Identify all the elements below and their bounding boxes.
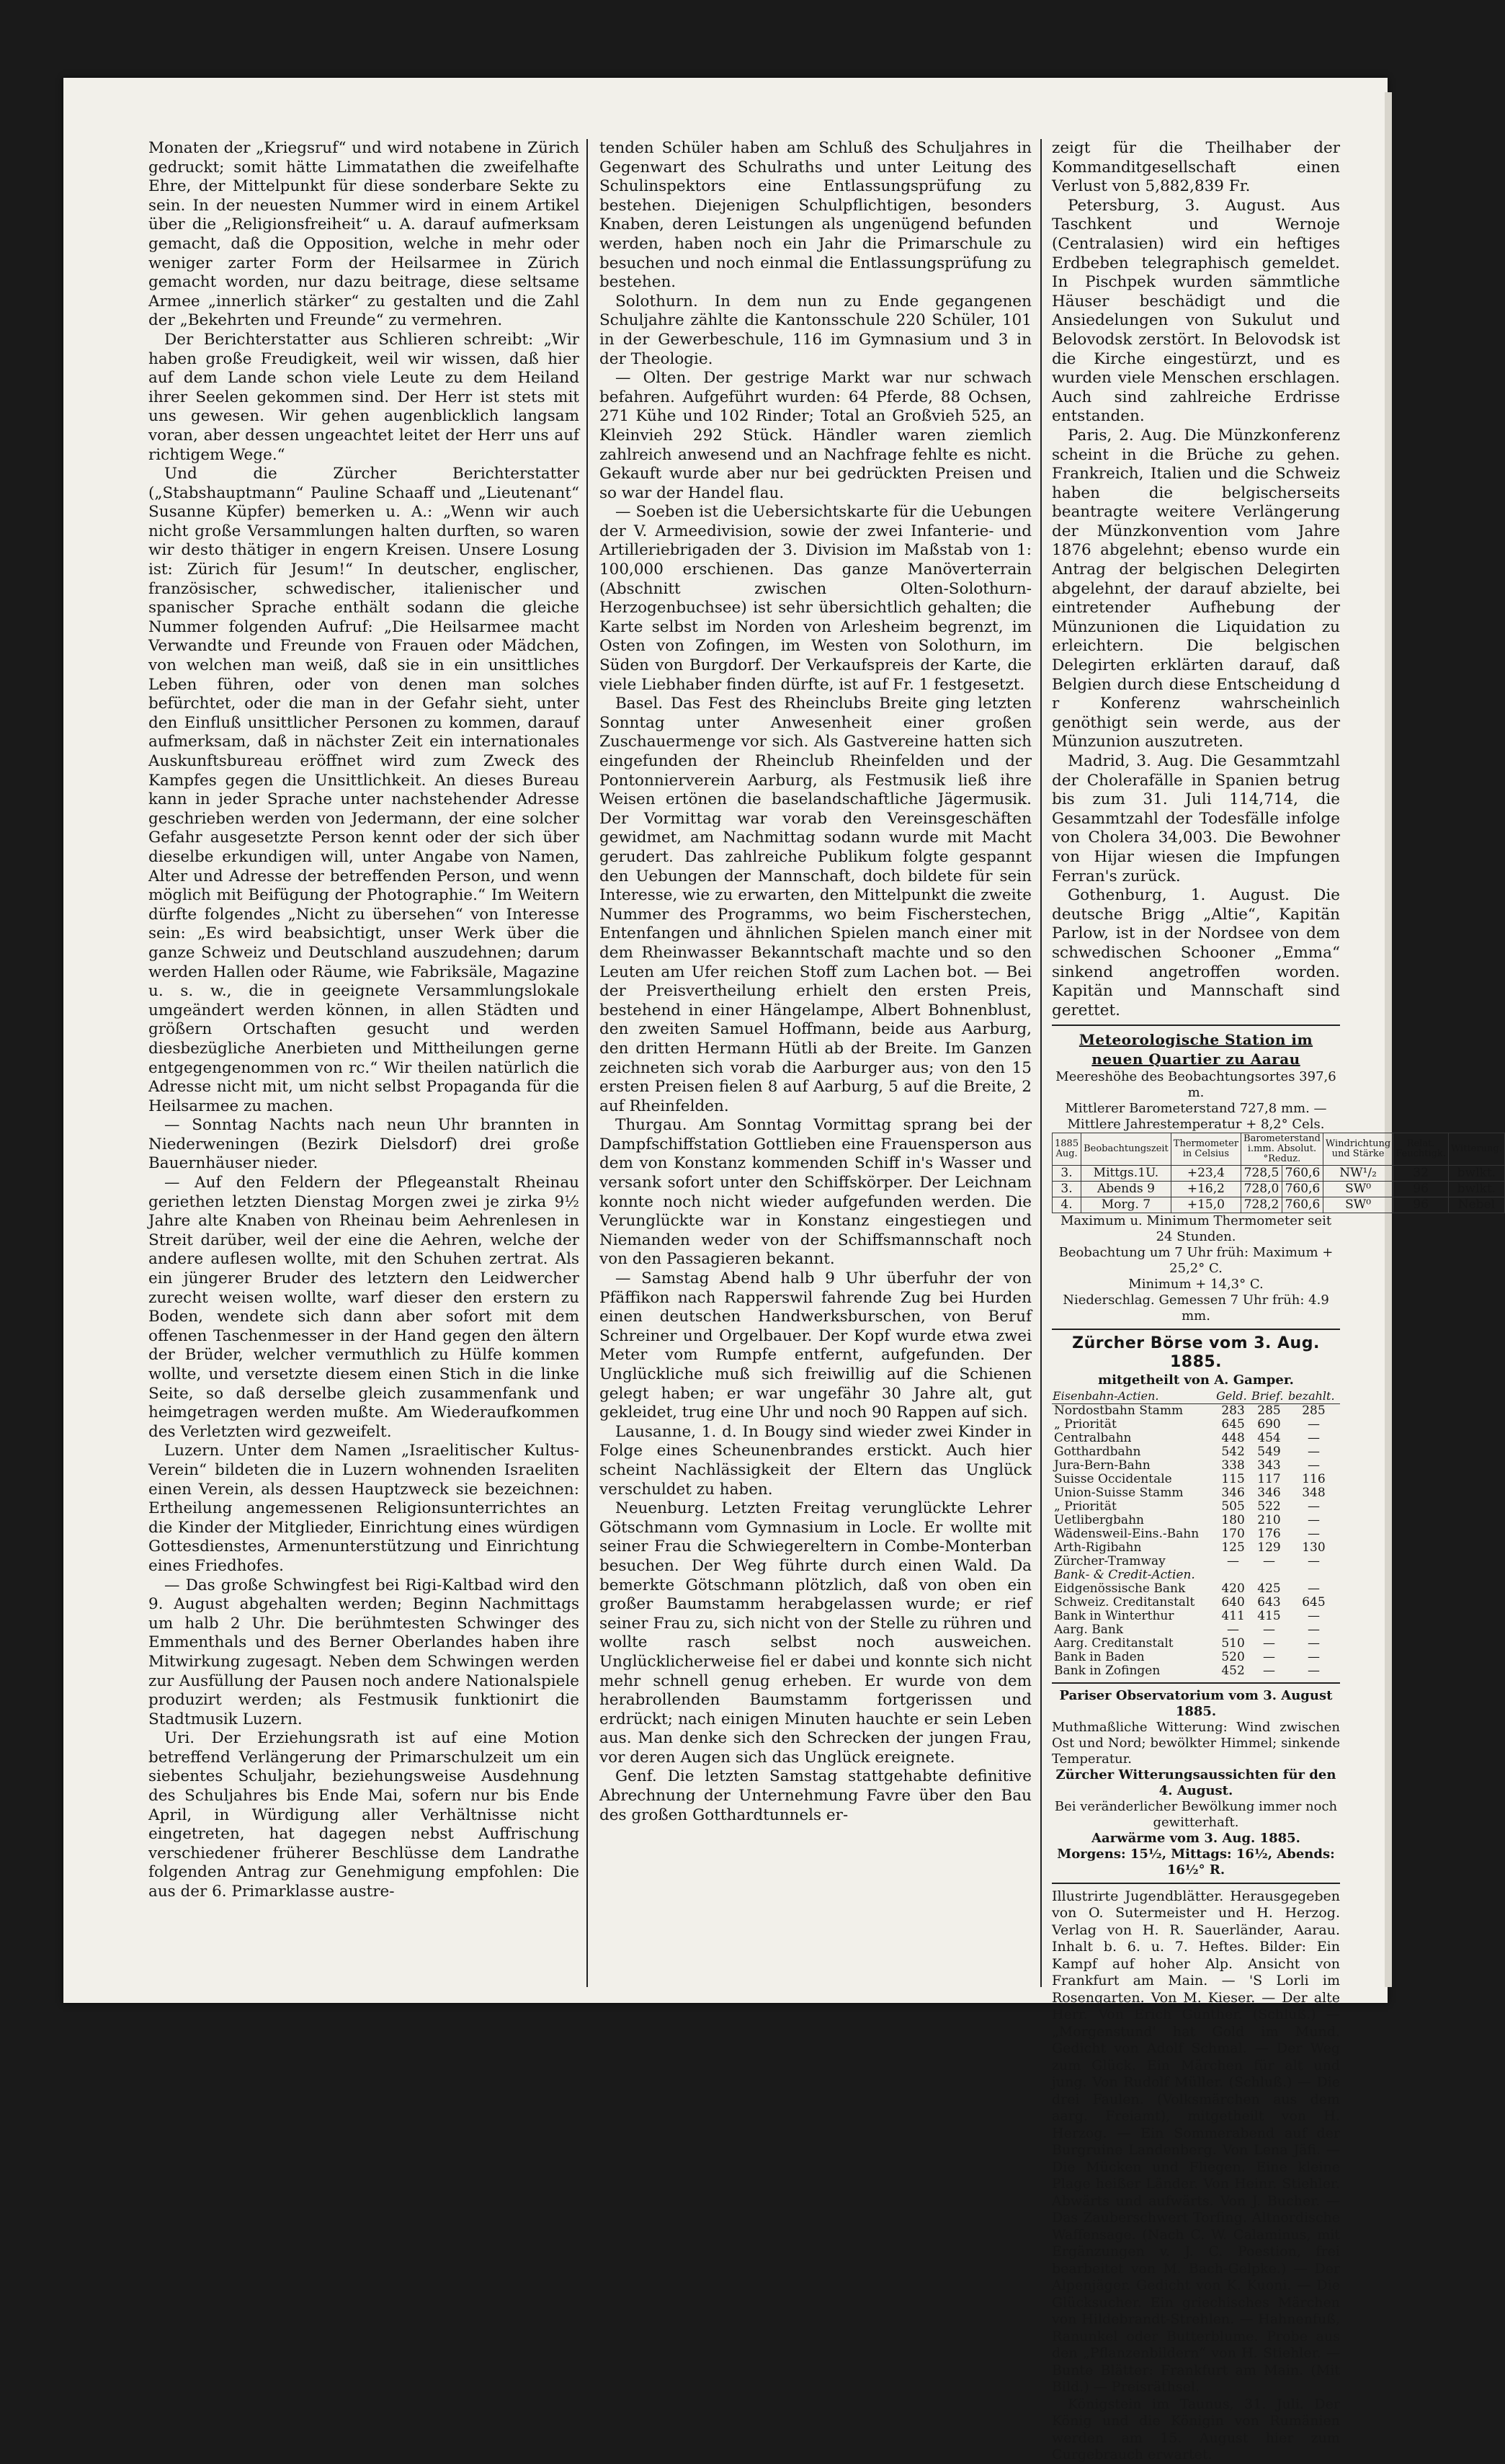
bourse-cell: 180 <box>1221 1512 1245 1527</box>
bourse-cell: 505 <box>1221 1499 1245 1514</box>
meteo-cell: Nebel <box>1448 1197 1504 1213</box>
bourse-cell: 425 <box>1257 1581 1281 1596</box>
meteo-table <box>1052 1133 1505 1213</box>
bourse-cell: — <box>1307 1663 1320 1678</box>
meteo-header-cell: Witterung. <box>1448 1133 1504 1165</box>
meteo-cell: 4. <box>1053 1197 1081 1213</box>
meteo-row <box>1053 1165 1505 1181</box>
bourse-cell: 645 <box>1302 1594 1326 1610</box>
article-paragraph: Paris, 2. Aug. Die Münzkonferenz scheint in die Brüche zu gehen. Frankreich, Italien und die Schweiz haben die belgischerseits beantragte weitere Verlängerung der Münzkonvention vom Jahre 1876 abgelehnt; ebenso wurde ein Antrag der belgischen Delegirten abgelehnt, der darauf abzielte, bei eintretender Aufhebung der Münzunionen die Liquidation zu erleichtern. Die belgischen Delegirten erklärten darauf, daß Belgien durch diese Entscheidung d r Konferenz wahrscheinlich genöthigt sein werde, aus der Münzunion auszutreten. <box>1052 426 1340 751</box>
meteo-cell: +16,2 <box>1171 1181 1241 1197</box>
bourse-row <box>1052 1596 1340 1610</box>
column-1 <box>148 139 579 1902</box>
article-paragraph: Uri. Der Erziehungsrath ist auf eine Motion betreffend Verlängerung der Primarschulzeit um ein siebentes Schuljahr, beziehungsweise Ausdehnung des Schuljahres bis Ende Mai, sofern nur bis Ende April, in Würdigung aller Verhältnisse nicht eingetreten, hat dagegen nebst Auffrischung verschiedener früherer Beschlüsse dem Landrathe folgenden Antrag zur Genehmigung empfohlen: Die aus der 6. Primarklasse austre- <box>148 1729 579 1901</box>
weather-box <box>1052 1688 1340 1878</box>
bourse-row <box>1052 1555 1340 1568</box>
meteo-header-cell: Windrichtung und Stärke <box>1323 1133 1393 1165</box>
meteo-cell: +23,4 <box>1171 1165 1241 1181</box>
newspaper-page <box>63 78 1502 2463</box>
article-paragraph: Monaten der „Kriegsruf“ und wird notabene in Zürich gedruckt; somit hätte Limmatathen die zweifelhafte Ehre, der Mittelpunkt für diese sonderbare Sekte zu sein. In der neuesten Nummer wird in einem Artikel über die „Religionsfreiheit“ u. A. darauf aufmerksam gemacht, daß die Opposition, welche in mehr oder weniger zarter Form der Heilsarmee in Zürich gemacht worden, nur dazu beitrage, diese seltsame Armee „innerlich stärker“ zu gestalten und die Zahl der „Bekehrten und Freunde“ zu vermehren. <box>148 139 579 330</box>
bourse-header-cell: Brief. <box>1251 1388 1287 1404</box>
meteo-cell: 760,6 <box>1282 1165 1323 1181</box>
bourse-row <box>1052 1459 1340 1473</box>
bourse-cell: 640 <box>1221 1594 1245 1610</box>
bourse-cell: — <box>1307 1444 1320 1459</box>
bourse-cell: 210 <box>1257 1512 1281 1527</box>
bourse-row <box>1052 1445 1340 1459</box>
divider <box>1052 1883 1340 1884</box>
meteo-header-cell: Relat. Feuchtigk. <box>1393 1133 1449 1165</box>
bourse-box <box>1052 1334 1340 1678</box>
bourse-cell: 510 <box>1221 1635 1245 1651</box>
column-2 <box>599 139 1032 1825</box>
meteo-cell: bwlkt. <box>1448 1165 1504 1181</box>
bourse-cell: 346 <box>1257 1485 1281 1500</box>
meteo-header-cell: Barometerstand i.mm. Absolut. °Reduz. <box>1241 1133 1323 1165</box>
bourse-cell: — <box>1262 1635 1275 1651</box>
bourse-row <box>1052 1637 1340 1651</box>
bourse-cell: — <box>1307 1635 1320 1651</box>
meteo-cell: Mittgs.1U. <box>1081 1165 1171 1181</box>
bourse-cell: Bank in Zofingen <box>1054 1663 1161 1678</box>
bourse-cell: — <box>1307 1526 1320 1541</box>
bourse-cell: Union-Suisse Stamm <box>1054 1485 1184 1500</box>
bourse-cell: 176 <box>1257 1526 1281 1541</box>
bourse-row <box>1052 1541 1340 1555</box>
meteo-cell: +15,0 <box>1171 1197 1241 1213</box>
bourse-cell: Uetlibergbahn <box>1054 1512 1144 1527</box>
bourse-header-cell: bezahlt. <box>1287 1388 1340 1404</box>
bourse-cell: — <box>1307 1499 1320 1514</box>
bourse-cell: 283 <box>1221 1403 1245 1418</box>
article-paragraph: Luzern. Unter dem Namen „Israelitischer Kultus-Verein“ bildeten die in Luzern wohnenden Israeliten einen Verein, als dessen Hauptzweck sie bezeichnen: Ertheilung angemessenen Religionsunterrichtes an die Kinder der Mitglieder, Einrichtung eines würdigen Gottesdienstes, Armenunterstützung und Einrichtung eines Friedhofes. <box>148 1442 579 1575</box>
bourse-row <box>1052 1432 1340 1445</box>
article-paragraph: Königstein im Taunus, 31. Juli. Der König und die Königin von Rumänien werden am 15. August hier zum Curgebrauch erwartet. <box>1052 2396 1340 2463</box>
bourse-cell: 522 <box>1257 1499 1281 1514</box>
bourse-cell: 645 <box>1221 1416 1245 1432</box>
meteo-cell: bwlkt. <box>1448 1181 1504 1197</box>
meteo-header-cell: Beobachtungszeit <box>1081 1133 1171 1165</box>
observ-l6: Morgens: 15½, Mittags: 16½, Abends: 16½° R. <box>1057 1846 1335 1878</box>
observ-l1: Pariser Observatorium vom 3. August 1885. <box>1059 1687 1333 1719</box>
bourse-cell: 542 <box>1221 1444 1245 1459</box>
meteo-foot3: Minimum + 14,3° C. <box>1128 1276 1264 1292</box>
divider <box>1052 1329 1340 1330</box>
meteo-cell: SW⁰ <box>1323 1181 1393 1197</box>
meteo-cell: 760,6 <box>1282 1181 1323 1197</box>
article-paragraph: Und die Zürcher Berichterstatter („Stabshauptmann“ Pauline Schaaff und „Lieutenant“ Susanne Küpfer) bemerken u. A.: „Wenn wir auch nicht große Versammlungen halten durften, so waren wir desto thätiger in engern Kreisen. Unsere Losung ist: Zürich für Jesum!“ In deutscher, englischer, französischer, schwedischer, italienischer und spanischer Sprache enthält sodann die gleiche Nummer folgenden Aufruf: „Die Heilsarmee macht Verwandte und Freunde von Frauen oder Mädchen, von welchen man weiß, daß sie in ein unsittliches Leben führen, oder von denen man solches befürchtet, oder die man in der Gefahr sieht, unter den Einfluß unsittlicher Personen zu kommen, darauf aufmerksam, daß in nächster Zeit ein internationales Auskunftsbureau eröffnet wird zum Zweck des Kampfes gegen die Unsittlichkeit. An dieses Bureau kann in jeder Sprache unter nachstehender Adresse geschrieben werden von Jedermann, der eine solcher Gefahr ausgesetzte Person kennt oder der sich über dieselbe erkundigen will, unter Angabe von Namen, Alter und Adresse der betreffenden Person, und wenn möglich mit Beifügung der Photographie.“ Im Weitern dürfte folgendes „Nicht zu übersehen“ von Interesse sein: „Es wird beabsichtigt, unser Werk über die ganze Schweiz und Deutschland auszudehnen; darum werden Hallen oder Räume, wie Fabriksäle, Magazine u. s. w., die in geeignete Versammlungslokale umgeändert werden können, in allen Städten und größern Ortschaften gesucht und werden diesbezügliche Anerbieten und Mittheilungen gerne entgegengenommen von rc.“ Wir theilen natürlich die Adresse nicht mit, um nicht selbst Propaganda für die Heilsarmee zu machen. <box>148 465 579 1115</box>
meteo-cell: 96 <box>1393 1181 1449 1197</box>
bourse-cell: — <box>1307 1416 1320 1432</box>
bourse-cell: — <box>1262 1553 1275 1568</box>
bourse-cell: 643 <box>1257 1594 1281 1610</box>
article-paragraph: — Auf den Feldern der Pflegeanstalt Rheinau geriethen letzten Dienstag Morgen zwei je zirka 9½ Jahre alte Knaben von Rheinau beim Aehrenlesen in Streit darüber, weil der eine die Aehren, welche der andere auflesen wollte, mit den Schuhen zertrat. Als ein jüngerer Bruder des letztern den Leidwercher zurecht weisen wollte, warf dieser den erstern zu Boden, wendete sich dann aber sofort mit dem offenen Taschenmesser in der Hand gegen den ältern der Brüder, welcher vermuthlich zu Hülfe kommen wollte, und versetzte diesem einen Stich in die linke Seite, so daß derselbe gleich zusammenfank und heimgetragen werden mußte. Am Wiederaufkommen des Verletzten wird gezweifelt. <box>148 1174 579 1441</box>
divider <box>1052 1682 1340 1684</box>
column-3 <box>1052 139 1502 2464</box>
meteo-cell: 96 <box>1393 1197 1449 1213</box>
meteo-cell: SW⁰ <box>1323 1197 1393 1213</box>
bourse-cell: — <box>1307 1553 1320 1568</box>
bourse-cell: — <box>1307 1608 1320 1623</box>
bourse-cell: „ Priorität <box>1054 1416 1117 1432</box>
meteo-row <box>1053 1181 1505 1197</box>
bourse-cell: Centralbahn <box>1054 1430 1132 1445</box>
bourse-cell: — <box>1227 1553 1240 1568</box>
article-paragraph: — Olten. Der gestrige Markt war nur schwach befahren. Aufgeführt wurden: 64 Pferde, 88 Ochsen, 271 Kühe und 102 Rinder; Total an Großvieh 525, an Kleinvieh 292 Stück. Händler waren ziemlich zahlreich anwesend und an Nachfrage fehlte es nicht. Gekauft wurde aber nur bei gedrückten Preisen und so war der Handel flau. <box>599 369 1032 502</box>
bourse-cell: Bank in Winterthur <box>1054 1608 1174 1623</box>
bourse-cell: Jura-Bern-Bahn <box>1054 1458 1151 1473</box>
bourse-row <box>1052 1582 1340 1596</box>
bourse-title: Zürcher Börse vom 3. Aug. 1885. <box>1072 1334 1320 1372</box>
bourse-cell: 130 <box>1302 1540 1326 1555</box>
bourse-row <box>1052 1473 1340 1486</box>
meteo-title: Meteorologische Station im neuen Quartier zu Aarau <box>1078 1031 1313 1068</box>
bourse-cell: 549 <box>1257 1444 1281 1459</box>
bourse-header-cell: Eisenbahn-Actien. <box>1052 1388 1215 1404</box>
article-paragraph: — Soeben ist die Uebersichtskarte für die Uebungen der V. Armeedivision, sowie der zwei Infanterie- und Artilleriebrigaden der 3. Division im Maßstab von 1: 100,000 erschienen. Das ganze Manöverterrain (Abschnitt zwischen Olten-Solothurn-Herzogenbuchsee) ist sehr übersichtlich gehalten; die Karte selbst im Norden von Arlesheim begrenzt, im Osten von Zofingen, im Westen von Solothurn, im Süden von Burgdorf. Der Verkaufspreis der Karte, die viele Liebhaber finden dürfte, ist auf Fr. 1 festgesetzt. <box>599 503 1032 694</box>
bourse-cell: Zürcher-Tramway <box>1054 1553 1166 1568</box>
article-paragraph: zeigt für die Theilhaber der Kommanditgesellschaft einen Verlust von 5,882,839 Fr. <box>1052 139 1340 196</box>
bourse-cell: — <box>1307 1512 1320 1527</box>
bourse-cell: Suisse Occidentale <box>1054 1471 1172 1486</box>
bourse-cell: 170 <box>1221 1526 1245 1541</box>
article-paragraph: Lausanne, 1. d. In Bougy sind wieder zwei Kinder in Folge eines Scheunenbrandes erstickt. Auch hier scheint Nachlässigkeit der Eltern das Unglück verschuldet zu haben. <box>599 1422 1032 1499</box>
bourse-cell: Nordostbahn Stamm <box>1054 1403 1184 1418</box>
bourse-cell: Gotthardbahn <box>1054 1444 1141 1459</box>
meteo-cell: 728,0 <box>1241 1181 1282 1197</box>
bourse-row <box>1052 1623 1340 1637</box>
bourse-cell: 338 <box>1221 1458 1245 1473</box>
meteo-cell: Morg. 7 <box>1081 1197 1171 1213</box>
bourse-section2: Bank- & Credit-Actien. <box>1054 1567 1195 1582</box>
bourse-cell: 116 <box>1302 1471 1326 1486</box>
meteo-cell: 760,6 <box>1282 1197 1323 1213</box>
article-paragraph: Genf. Die letzten Samstag stattgehabte definitive Abrechnung der Unternehmung Favre über den Bau des großen Gotthardtunnels er- <box>599 1767 1032 1824</box>
meteo-foot2: Beobachtung um 7 Uhr früh: Maximum + 25,2° C. <box>1058 1244 1334 1276</box>
bourse-header-cell: Geld. <box>1215 1388 1251 1404</box>
meteo-line1: Meereshöhe des Beobachtungsortes 397,6 m. <box>1055 1068 1336 1100</box>
bourse-cell: 117 <box>1257 1471 1281 1486</box>
bourse-row <box>1052 1486 1340 1500</box>
bourse-cell: Wädensweil-Eins.-Bahn <box>1054 1526 1200 1541</box>
bourse-cell: 115 <box>1221 1471 1245 1486</box>
bourse-row <box>1052 1527 1340 1541</box>
bourse-cell: — <box>1307 1649 1320 1664</box>
bourse-subtitle: mitgetheilt von A. Gamper. <box>1098 1372 1294 1388</box>
bourse-row <box>1052 1664 1340 1678</box>
meteo-cell: 32 <box>1393 1165 1449 1181</box>
bourse-cell: 129 <box>1257 1540 1281 1555</box>
bourse-cell: — <box>1262 1663 1275 1678</box>
article-paragraph: tenden Schüler haben am Schluß des Schuljahres in Gegenwart des Schulraths und unter Leitung des Schulinspektors eine Entlassungsprüfung zu bestehen. Diejenigen Schulpflichtigen, besonders Knaben, deren Leistungen als ungenügend befunden werden, haben noch ein Jahr die Primarschule zu besuchen und noch einmal die Entlassungsprüfung zu bestehen. <box>599 139 1032 292</box>
bourse-cell: 420 <box>1221 1581 1245 1596</box>
bourse-cell: — <box>1307 1458 1320 1473</box>
bourse-row <box>1052 1651 1340 1664</box>
bourse-cell: Aarg. Bank <box>1054 1622 1124 1637</box>
column-3-bottom <box>1052 1888 1340 2464</box>
bourse-cell: 411 <box>1221 1608 1245 1623</box>
column-3-news <box>1052 139 1340 1020</box>
bourse-cell: — <box>1227 1622 1240 1637</box>
article-paragraph: Solothurn. In dem nun zu Ende gegangenen Schuljahre zählte die Kantonsschule 220 Schüler, 101 in der Gewerbeschule, 116 im Gymnasium und 3 in der Theologie. <box>599 292 1032 368</box>
divider <box>1052 1025 1340 1026</box>
bourse-cell: 690 <box>1257 1416 1281 1432</box>
bourse-cell: 348 <box>1302 1485 1326 1500</box>
bourse-cell: 343 <box>1257 1458 1281 1473</box>
article-paragraph: Der Berichterstatter aus Schlieren schreibt: „Wir haben große Freudigkeit, weil wir wissen, daß hier auf dem Lande schon viele Leute zu dem Heiland ihrer Seelen gekommen sind. Der Herr ist stets mit uns gewesen. Wir gehen augenblicklich langsam voran, aber dessen ungeachtet leitet der Herr uns auf richtigem Wege.“ <box>148 330 579 464</box>
meteo-cell: 728,5 <box>1241 1165 1282 1181</box>
meteo-header-cell: 1885 Aug. <box>1053 1133 1081 1165</box>
observ-l5: Aarwärme vom 3. Aug. 1885. <box>1091 1830 1300 1846</box>
meteo-line2: Mittlerer Barometerstand 727,8 mm. —Mittlere Jahrestemperatur + 8,2° Cels. <box>1065 1100 1327 1132</box>
bourse-table <box>1052 1388 1340 1678</box>
bourse-cell: 285 <box>1302 1403 1326 1418</box>
observ-l2: Muthmaßliche Witterung: Wind zwischen Ost und Nord; bewölkter Himmel; sinkende Temperatur. <box>1052 1719 1340 1767</box>
bourse-cell: Arth-Rigibahn <box>1054 1540 1142 1555</box>
meteo-header-cell: Thermometer in Celsius <box>1171 1133 1241 1165</box>
meteo-foot1: Maximum u. Minimum Thermometer seit 24 Stunden. <box>1060 1213 1332 1244</box>
bourse-cell: 125 <box>1221 1540 1245 1555</box>
meteo-cell: Abends 9 <box>1081 1181 1171 1197</box>
article-paragraph: Gothenburg, 1. August. Die deutsche Brigg „Altie“, Kapitän Parlow, ist in der Nordsee von dem schwedischen Schooner „Emma“ sinkend angetroffen worden. Kapitän und Mannschaft sind gerettet. <box>1052 886 1340 1019</box>
bourse-row <box>1052 1610 1340 1623</box>
observ-l3: Zürcher Witterungsaussichten für den 4. August. <box>1055 1767 1336 1798</box>
page-edge <box>1385 92 1392 1987</box>
bourse-cell: Aarg. Creditanstalt <box>1054 1635 1174 1651</box>
meteo-cell: 3. <box>1053 1181 1081 1197</box>
bourse-cell: — <box>1307 1581 1320 1596</box>
article-paragraph: Madrid, 3. Aug. Die Gesammtzahl der Cholerafälle in Spanien betrug bis zum 31. Juli 114,714, die Gesammtzahl der Todesfälle infolge von Cholera 34,003. Die Bewohner von Hijar wiesen die Impfungen Ferran's zurück. <box>1052 752 1340 885</box>
bourse-cell: 520 <box>1221 1649 1245 1664</box>
bourse-cell: Schweiz. Creditanstalt <box>1054 1594 1195 1610</box>
meteo-row <box>1053 1197 1505 1213</box>
bourse-cell: „ Priorität <box>1054 1499 1117 1514</box>
meteo-cell: 3. <box>1053 1165 1081 1181</box>
article-paragraph: Neuenburg. Letzten Freitag verunglückte Lehrer Götschmann vom Gymnasium in Locle. Er wollte mit seiner Frau die Schwiegereltern in Combe-Monterban besuchen. Der Weg führte durch einen Wald. Da bemerkte Götschmann plötzlich, daß von oben ein großer Baumstamm herabgelassen wurde; er rief seiner Frau zu, sich nicht von der Stelle zu rühren und wollte rasch selbst noch ausweichen. Unglücklicherweise fiel er dabei und konnte sich nicht mehr schnell genug erheben. Er wurde von dem herabrollenden Baumstamm fortgerissen und erdrückt; nach einigen Minuten hauchte er sein Leben aus. Man denke sich den Schrecken der jungen Frau, vor deren Augen sich das Unglück ereignete. <box>599 1499 1032 1767</box>
bourse-cell: — <box>1307 1622 1320 1637</box>
bourse-row <box>1052 1500 1340 1514</box>
bourse-cell: 454 <box>1257 1430 1281 1445</box>
bourse-row <box>1052 1514 1340 1527</box>
meteo-box <box>1052 1030 1502 1323</box>
article-paragraph: Thurgau. Am Sonntag Vormittag sprang bei der Dampfschiffstation Gottlieben eine Frauensperson aus dem von Konstanz kommenden Schiff in's Wasser und versank sofort unter den Schiffskörper. Der Leichnam konnte noch nicht wieder aufgefunden werden. Die Verunglückte war in Konstanz eingestiegen und Niemanden weder von der Schiffsmannschaft noch von den Passagieren bekannt. <box>599 1116 1032 1269</box>
bourse-cell: — <box>1307 1430 1320 1445</box>
article-paragraph: — Das große Schwingfest bei Rigi-Kaltbad wird den 9. August abgehalten werden; Beginn Nachmittags um halb 2 Uhr. Die berühmtesten Schwinger des Emmenthals und des Berner Oberlandes haben ihre Mitwirkung zugesagt. Neben dem Schwingen werden zur Ausfüllung der Pausen noch andere Nationalspiele produzirt werden; als Festmusik funktionirt die Stadtmusik Luzern. <box>148 1576 579 1728</box>
article-paragraph: Petersburg, 3. August. Aus Taschkent und Wernoje (Centralasien) wird ein heftiges Erdbeben telegraphisch gemeldet. In Pischpek wurden sämmtliche Häuser beschädigt und die Ansiedelungen von Sukulut und Belovodsk zerstört. In Belovodsk ist die Kirche eingestürzt, und es wurden viele Menschen erschlagen. Auch sind zahlreiche Erdrisse entstanden. <box>1052 196 1340 426</box>
bourse-cell: — <box>1262 1649 1275 1664</box>
column-divider-2 <box>1040 139 1042 1987</box>
meteo-foot4: Niederschlag. Gemessen 7 Uhr früh: 4.9 mm. <box>1063 1292 1329 1323</box>
article-paragraph: Basel. Das Fest des Rheinclubs Breite ging letzten Sonntag unter Anwesenheit einer großen Zuschauermenge vor sich. Als Gastvereine hatten sich eingefunden der Rheinclub Rheinfelden und der Pontonnierverein Aarburg, als Festmusik ließ ihre Weisen ertönen die baselandschaftliche Jägermusik. Der Vormittag war vorab den Vereinsgeschäften gewidmet, am Nachmittag sodann wurde mit Macht gerudert. Das zahlreiche Publikum folgte gespannt den Uebungen der Mannschaft, doch bildete für sein Interesse, wie zu erwarten, den Mittelpunkt die zweite Nummer des Programms, wo beim Fischerstechen, Entenfangen und ähnlichen Spielen manch einer mit dem Rheinwasser Bekanntschaft machte und so den Leuten am Ufer reichen Stoff zum Lachen bot. — Bei der Preisvertheilung erhielt den ersten Preis, bestehend in einer Hängelampe, Albert Bohnenblust, den zweiten Samuel Hoffmann, beide aus Aarburg, den dritten Hermann Hütli ab der Breite. Im Ganzen zeichneten sich vorab die Aarburger aus; von den 15 ersten Preisen fielen 8 auf Aarburg, 5 auf die Breite, 2 auf Rheinfelden. <box>599 695 1032 1115</box>
bourse-cell: 448 <box>1221 1430 1245 1445</box>
bourse-row <box>1052 1403 1340 1418</box>
article-paragraph: — Samstag Abend halb 9 Uhr überfuhr der von Pfäffikon nach Rapperswil fahrende Zug bei Hurden einen deutschen Handwerksburschen, von Beruf Schreiner und Orgelbauer. Der Kopf wurde etwa zwei Meter vom Rumpfe entfernt, aufgefunden. Der Unglückliche muß sich freiwillig auf die Schienen gelegt haben; er war ungefähr 30 Jahre alt, gut gekleidet, trug eine Uhr und noch 90 Rappen auf sich. <box>599 1269 1032 1422</box>
meteo-cell: 728,2 <box>1241 1197 1282 1213</box>
meteo-cell: NW¹/₂ <box>1323 1165 1393 1181</box>
article-paragraph: Illustrirte Jugendblätter. Herausgegeben von O. Sutermeister und H. Herzog. Verlag von H. R. Sauerländer, Aarau. Inhalt b. 6. u. 7. Heftes. Bilder: Ein Kampf auf hoher Alp. Ansicht von Frankfurt am Main. — 'S Lorli im Rosengarten. Von M. Kieser. — Der alte Herr. Von Erich Günther. (Schluß.) — „Morgenstund' hat Gold im Mund. Gedicht von Adolf Schmal. — Der Weg zum Glück. Ein Märchen für alt und jung. Von Rudolf Müller. (Schluß.) — Die drei Faulen. (Volksmärchen aus dem aarg. Freiamt), mitgetheilt von H. Herzog. — Ein Sommerabend auf der Burgruine Landenberg. Von Lena Jäfi. — Die Mücken und Fliegen. Eine kleine Plage heißer Länder. Von Heinr. Stiehler. Abwärts und aufwärts. Von J. Bucher. — Das Zauberschwert Torfing. Altnordische Waffensage. (Nach C. W. Calaminus, mit Ergänzungen v. J. C. Poestion, frei bearbeitet von M. Bach-Gelpke.) — Der Alpenjäger. Gedicht von K. Kuoni. — Die Glücksucher. Ein griechisches Märchen von Hildebrandt-Strehlen. — Hahnenfuß, Ranunkel oder Butterblume. Probe aus den „Pflanzenbildern“ von H. Stiehler. — Bunte Blätter: Frankfurt am Main. (Mit Bild.) — Preisräthsel. <box>1052 1888 1340 2396</box>
article-paragraph: — Sonntag Nachts nach neun Uhr brannten in Niederweningen (Bezirk Dielsdorf) drei große Bauernhäuser nieder. <box>148 1116 579 1173</box>
observ-l4: Bei veränderlicher Bewölkung immer noch gewitterhaft. <box>1054 1798 1338 1830</box>
bourse-cell: 452 <box>1221 1663 1245 1678</box>
column-divider-1 <box>586 139 588 1987</box>
bourse-row <box>1052 1418 1340 1432</box>
bourse-cell: Bank in Baden <box>1054 1649 1145 1664</box>
bourse-cell: Eidgenössische Bank <box>1054 1581 1186 1596</box>
bourse-cell: 346 <box>1221 1485 1245 1500</box>
bourse-cell: 415 <box>1257 1608 1281 1623</box>
bourse-cell: 285 <box>1257 1403 1281 1418</box>
bourse-cell: — <box>1262 1622 1275 1637</box>
